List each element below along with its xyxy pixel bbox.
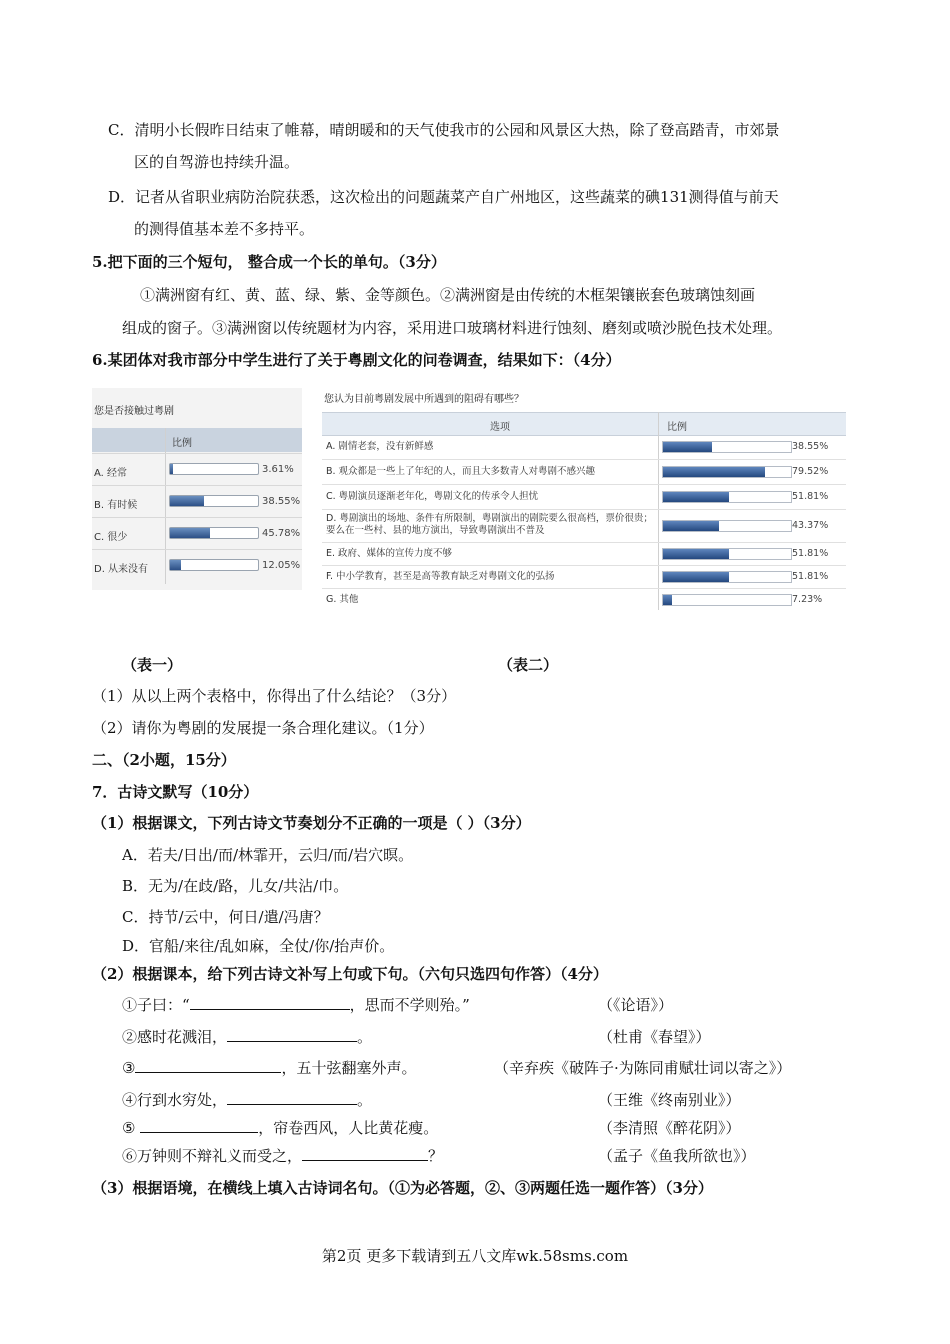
table1-row-percent: 3.61%: [262, 464, 294, 475]
table2-row-percent: 79.52%: [792, 466, 829, 477]
table1-row-label: C. 很少: [94, 532, 128, 543]
table2-caption: （表二）: [498, 656, 559, 674]
poem-suffix: ？: [428, 1147, 444, 1165]
answer-blank[interactable]: [302, 1146, 428, 1161]
poem-prefix: ⑤: [122, 1119, 141, 1137]
table2-row-label: B. 观众都是一些上了年纪的人，而且大多数青人对粤剧不感兴趣: [326, 466, 596, 477]
poem-source: （王维《终南别业》）: [598, 1091, 741, 1109]
table1-row-bar: [169, 463, 259, 475]
table2-row-label: C. 粤剧演员逐渐老年化，粤剧文化的传承令人担忧: [326, 491, 539, 502]
table2-row-percent: 7.23%: [792, 594, 823, 605]
table2-row: [322, 589, 846, 610]
table2-row-label: A. 剧情老套，没有新鲜感: [326, 441, 434, 452]
table1-row: [92, 453, 302, 485]
poem-suffix: 。: [357, 1028, 373, 1046]
table1-row-fill: [170, 560, 181, 570]
table2-row-fill: [663, 521, 719, 531]
poem-source: （《论语》）: [598, 996, 674, 1014]
answer-blank[interactable]: [227, 1090, 357, 1105]
poem-suffix: 。: [357, 1091, 373, 1109]
question-7-1-option-d: D．官船/来往/乱如麻，全仗/你/抬声价。: [122, 937, 395, 955]
table2-row-label: G. 其他: [326, 594, 359, 605]
table2-row: [322, 566, 846, 589]
table1-row-fill: [170, 496, 204, 506]
poem-suffix: ，思而不学则殆。”: [349, 996, 470, 1014]
answer-blank[interactable]: [135, 1058, 281, 1073]
table2-row: [322, 510, 846, 543]
table2-row-percent: 51.81%: [792, 548, 829, 559]
poem-prefix: ④行到水穷处，: [122, 1091, 228, 1109]
question-7-1-title: （1）根据课文，下列古诗文节奏划分不正确的一项是（ ）（3分）: [92, 814, 531, 832]
table2-row-label: E. 政府、媒体的宣传力度不够: [326, 548, 453, 559]
table2-row-bar: [662, 571, 792, 583]
question-7-1-option-c: C．持节/云中，何日/遣/冯唐？: [122, 908, 329, 926]
poem-source: （杜甫《春望》）: [598, 1028, 711, 1046]
table2-row: [322, 460, 846, 485]
table2-row-label: D. 粤剧演出的场地、条件有所限制，粤剧演出的剧院要么很高档，票价很贵；要么在一些村、县的地方演出，导致粤剧演出不普及: [326, 513, 653, 536]
question-7-1-option-a: A．若夫/日出/而/林霏开，云归/而/岩穴暝。: [122, 846, 414, 864]
table2-row-bar: [662, 466, 792, 478]
table1-row-fill: [170, 464, 173, 474]
table2-header: [322, 412, 846, 436]
table1-row-label: A. 经常: [94, 468, 128, 479]
table1-row-percent: 38.55%: [262, 496, 301, 507]
table1-row-label: D. 从来没有: [94, 564, 149, 575]
question-6-sub2: （2）请你为粤剧的发展提一条合理化建议。（1分）: [92, 719, 434, 737]
table1-question: 您是否接触过粤剧: [94, 406, 174, 417]
table2-row-fill: [663, 442, 712, 452]
poem-source: （辛弃疾《破阵子·为陈同甫赋壮词以寄之》）: [494, 1059, 792, 1077]
question-7-title: 7．古诗文默写（10分）: [92, 783, 259, 801]
poem-prefix: ①子曰：“: [122, 996, 190, 1014]
question-6-title: 6.某团体对我市部分中学生进行了关于粤剧文化的问卷调查，结果如下：（4分）: [92, 351, 621, 369]
table1-row-fill: [170, 528, 210, 538]
table1-row-percent: 45.78%: [262, 528, 301, 539]
table2-row-fill: [663, 549, 729, 559]
option-c-line2: 区的自驾游也持续升温。: [134, 153, 300, 171]
table2-row-bar: [662, 491, 792, 503]
table1-row-bar: [169, 527, 259, 539]
table1-header-ratio: 比例: [172, 438, 192, 449]
table1-row-bar: [169, 559, 259, 571]
option-d-line2: 的测得值基本差不多持平。: [134, 220, 315, 238]
answer-blank[interactable]: [190, 995, 350, 1010]
question-5-text-1: ①满洲窗有红、黄、蓝、绿、紫、金等颜色。②满洲窗是由传统的木框架镶嵌套色玻璃蚀刻画: [140, 286, 756, 304]
table2-row-percent: 51.81%: [792, 571, 829, 582]
option-c-line1: C．清明小长假昨日结束了帷幕，晴朗暖和的天气使我市的公园和风景区大热，除了登高踏青，市郊景: [108, 121, 780, 139]
poem-line-4: [122, 1090, 372, 1110]
poem-prefix: ②感时花溅泪，: [122, 1028, 228, 1046]
page-footer: 第2页 更多下载请到五八文库wk.58sms.com: [321, 1247, 629, 1265]
question-5-title: 5.把下面的三个短句， 整合成一个长的单句。（3分）: [92, 253, 446, 271]
table1-row: [92, 549, 302, 581]
survey-table-1: [92, 388, 302, 590]
poem-line-1: [122, 995, 470, 1015]
option-d-line1: D．记者从省职业病防治院获悉，这次检出的问题蔬菜产自广州地区，这些蔬菜的碘131测得值与前天: [108, 188, 779, 206]
table2-row-fill: [663, 595, 672, 605]
table2-question: 您认为目前粤剧发展中所遇到的阻碍有哪些？: [324, 394, 524, 405]
poem-suffix: ，帘卷西风，人比黄花瘦。: [258, 1119, 439, 1137]
table2-row-fill: [663, 467, 765, 477]
table1-row: [92, 517, 302, 549]
table2-row-percent: 43.37%: [792, 520, 829, 531]
table2-row-label: F. 中小学教育，甚至是高等教育缺乏对粤剧文化的弘扬: [326, 571, 555, 582]
table2-row: [322, 485, 846, 510]
poem-line-3: [122, 1058, 416, 1078]
answer-blank[interactable]: [227, 1027, 357, 1042]
question-7-3-title: （3）根据语境，在横线上填入古诗词名句。（①为必答题，②、③两题任选一题作答）（3分）: [92, 1179, 713, 1197]
table2-row-bar: [662, 548, 792, 560]
question-5-text-2: 组成的窗子。③满洲窗以传统题材为内容，采用进口玻璃材料进行蚀刻、磨刻或喷沙脱色技术处理。: [122, 319, 783, 337]
poem-source: （孟子《鱼我所欲也》）: [598, 1147, 756, 1165]
table2-row: [322, 435, 846, 460]
table1-row: [92, 485, 302, 517]
table1-header: [92, 428, 302, 452]
poem-prefix: ⑥万钟则不辩礼义而受之，: [122, 1147, 303, 1165]
table2-row-bar: [662, 441, 792, 453]
table2-row-bar: [662, 520, 792, 532]
table2-row-fill: [663, 492, 729, 502]
answer-blank[interactable]: [140, 1118, 258, 1133]
table2-header-option: 选项: [490, 422, 510, 433]
table2-row-fill: [663, 572, 729, 582]
table2-row-bar: [662, 594, 792, 606]
question-7-2-title: （2）根据课本，给下列古诗文补写上句或下句。（六句只选四句作答）（4分）: [92, 965, 608, 983]
table2-row-percent: 38.55%: [792, 441, 829, 452]
table2-row: [322, 543, 846, 566]
table1-row-percent: 12.05%: [262, 560, 301, 571]
poem-prefix: ③: [122, 1059, 136, 1077]
table1-caption: （表一）: [122, 656, 183, 674]
poem-line-6: [122, 1146, 443, 1166]
question-6-sub1: （1）从以上两个表格中，你得出了什么结论？（3分）: [92, 687, 457, 705]
table2-header-ratio: 比例: [667, 422, 687, 433]
survey-table-2: [322, 386, 846, 611]
table1-row-bar: [169, 495, 259, 507]
table1-row-label: B. 有时候: [94, 500, 138, 511]
table2-row-percent: 51.81%: [792, 491, 829, 502]
question-7-1-option-b: B．无为/在歧/路，儿女/共沾/巾。: [122, 877, 349, 895]
poem-line-5: [122, 1118, 438, 1138]
poem-line-2: [122, 1027, 372, 1047]
poem-source: （李清照《醉花阴》）: [598, 1119, 741, 1137]
poem-suffix: ，五十弦翻塞外声。: [281, 1059, 417, 1077]
section-2-heading: 二、（2小题，15分）: [92, 751, 236, 769]
